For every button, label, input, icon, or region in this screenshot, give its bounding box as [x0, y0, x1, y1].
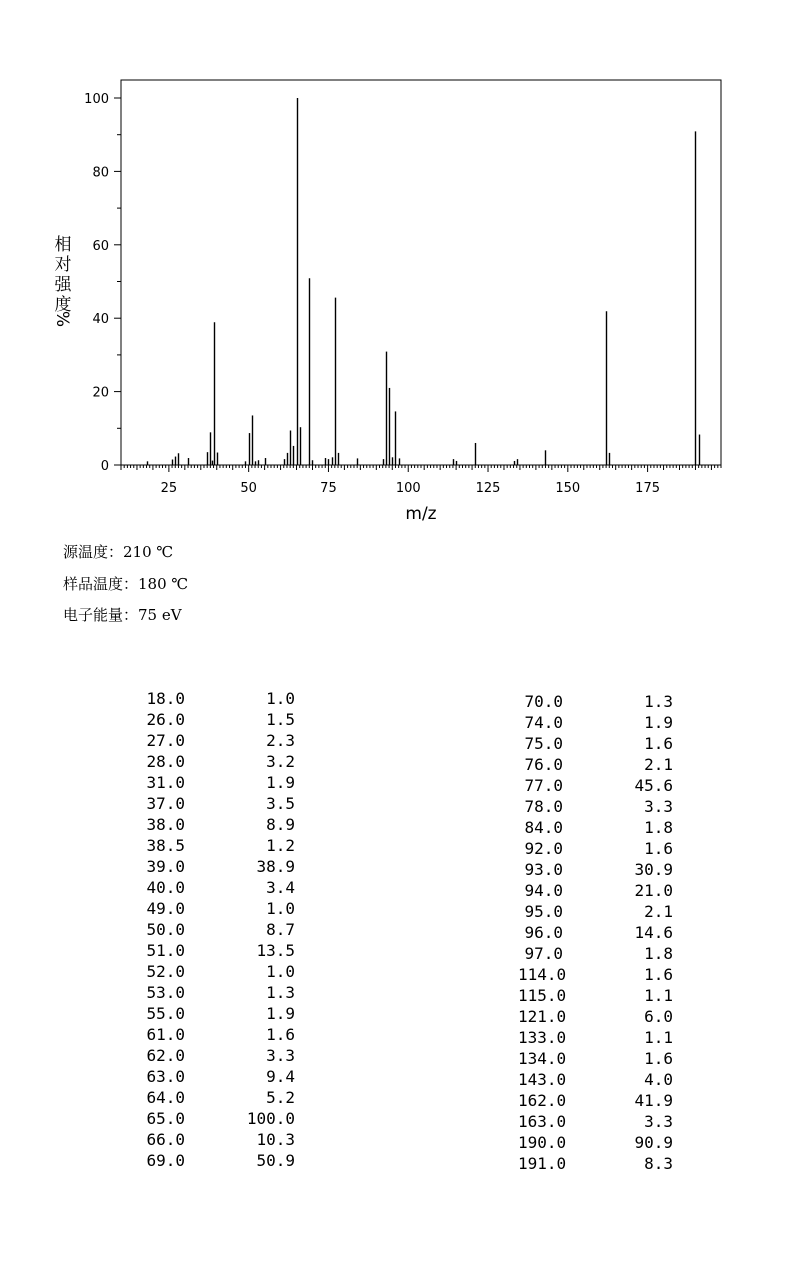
sample-temperature: 样品温度：180 ℃: [63, 575, 189, 593]
peak-mz: 162.0: [518, 1091, 567, 1110]
peak-abundance: 1.9: [266, 1004, 295, 1023]
peak-mz: 62.0: [146, 1046, 185, 1065]
peak-abundance: 1.3: [266, 983, 295, 1002]
peak-abundance: 8.9: [266, 815, 295, 834]
peak-table-row: [0, 1091, 794, 1112]
x-tick-label: 25: [160, 481, 178, 496]
y-tick-label: 100: [84, 92, 109, 107]
y-axis-title-char: 相: [54, 235, 72, 255]
peak-abundance: 1.8: [644, 818, 673, 837]
peak-table-row: [0, 692, 794, 713]
peak-table-row: [0, 986, 794, 1007]
peak-mz: 52.0: [146, 962, 185, 981]
peak-abundance: 1.6: [644, 1049, 673, 1068]
peak-mz: 61.0: [146, 1025, 185, 1044]
peak-abundance: 30.9: [634, 860, 673, 879]
y-axis-title: [52, 235, 73, 327]
x-tick-label: 150: [555, 481, 581, 496]
peak-abundance: 1.6: [266, 1025, 295, 1044]
peak-table-row: [0, 776, 794, 797]
spectrum-peaks: [148, 98, 700, 465]
x-tick-label: 125: [475, 481, 501, 496]
peak-abundance: 3.3: [644, 797, 673, 816]
peak-table-row: [0, 923, 794, 944]
peak-table-row: [0, 1049, 794, 1070]
peak-abundance: 2.1: [644, 755, 673, 774]
peak-abundance: 2.3: [266, 731, 295, 750]
peak-mz: 78.0: [524, 797, 563, 816]
peak-mz: 63.0: [146, 1067, 185, 1086]
peak-table-row: [0, 944, 794, 965]
y-tick-label: 20: [92, 385, 109, 401]
peak-abundance: 1.6: [644, 839, 673, 858]
peak-table-row: [0, 902, 794, 923]
axis-ticks: [114, 98, 721, 472]
y-axis-unit: %: [52, 310, 72, 328]
peak-mz: 74.0: [524, 713, 563, 732]
x-tick-label: 175: [635, 481, 661, 496]
peak-table-row: [0, 860, 794, 881]
y-axis-title-char: 度: [54, 295, 72, 315]
peak-abundance: 1.0: [266, 689, 295, 708]
peak-abundance: 10.3: [256, 1130, 295, 1149]
peak-abundance: 1.8: [644, 944, 673, 963]
peak-mz: 134.0: [518, 1049, 567, 1068]
peak-abundance: 4.0: [644, 1070, 673, 1089]
peak-mz: 96.0: [524, 923, 563, 942]
peak-mz: 38.5: [146, 836, 185, 855]
peak-mz: 70.0: [524, 692, 563, 711]
peak-abundance: 3.4: [266, 878, 295, 897]
peak-mz: 53.0: [146, 983, 185, 1002]
peak-mz: 51.0: [146, 941, 185, 960]
peak-mz: 64.0: [146, 1088, 185, 1107]
peak-abundance: 50.9: [256, 1151, 295, 1170]
x-axis-title: m/z: [405, 504, 437, 524]
peak-abundance: 1.2: [266, 836, 295, 855]
y-tick-label: 80: [92, 165, 109, 181]
peak-abundance: 1.9: [644, 713, 673, 732]
peak-mz: 49.0: [146, 899, 185, 918]
peak-mz: 69.0: [146, 1151, 185, 1170]
y-tick-label: 60: [92, 238, 109, 254]
peak-abundance: 14.6: [634, 923, 673, 942]
peak-abundance: 8.3: [644, 1154, 673, 1173]
peak-abundance: 1.6: [644, 734, 673, 753]
peak-table-row: [0, 881, 794, 902]
peak-mz: 38.0: [146, 815, 185, 834]
x-tick-label: 50: [240, 481, 257, 496]
peak-table-row: [0, 1070, 794, 1091]
peak-mz: 97.0: [524, 944, 563, 963]
peak-abundance: 3.3: [266, 1046, 295, 1065]
peak-abundance: 1.5: [266, 710, 295, 729]
peak-mz: 66.0: [146, 1130, 185, 1149]
peak-mz: 37.0: [146, 794, 185, 813]
peak-mz: 65.0: [146, 1109, 185, 1128]
peak-mz: 84.0: [524, 818, 563, 837]
y-tick-label: 0: [100, 459, 109, 474]
peak-mz: 115.0: [518, 986, 567, 1005]
peak-abundance: 5.2: [266, 1088, 295, 1107]
peak-table-row: [0, 713, 794, 734]
peak-mz: 114.0: [518, 965, 567, 984]
source-temperature: 源温度：210 ℃: [63, 543, 174, 561]
x-tick-label: 100: [395, 481, 421, 496]
peak-mz: 28.0: [146, 752, 185, 771]
peak-mz: 143.0: [518, 1070, 567, 1089]
peak-table-row: [0, 797, 794, 818]
peak-table-row: [0, 965, 794, 986]
peak-abundance: 1.9: [266, 773, 295, 792]
peak-mz: 31.0: [146, 773, 185, 792]
peak-mz: 77.0: [524, 776, 563, 795]
peak-abundance: 1.1: [644, 1028, 673, 1047]
peak-abundance: 1.1: [644, 986, 673, 1005]
peak-mz: 26.0: [146, 710, 185, 729]
y-axis-title-char: 对: [54, 255, 72, 275]
peak-mz: 94.0: [524, 881, 563, 900]
peak-mz: 27.0: [146, 731, 185, 750]
peak-abundance: 1.0: [266, 962, 295, 981]
peak-abundance: 38.9: [256, 857, 295, 876]
peak-mz: 95.0: [524, 902, 563, 921]
x-tick-label: 75: [320, 481, 337, 496]
peak-abundance: 1.0: [266, 899, 295, 918]
peak-table-row: [0, 1112, 794, 1133]
peak-mz: 93.0: [524, 860, 563, 879]
peak-abundance: 8.7: [266, 920, 295, 939]
peak-mz: 55.0: [146, 1004, 185, 1023]
peak-abundance: 100.0: [246, 1109, 295, 1128]
peak-table-row: [0, 1007, 794, 1028]
peak-mz: 18.0: [146, 689, 185, 708]
peak-abundance: 3.3: [644, 1112, 673, 1131]
peak-abundance: 41.9: [634, 1091, 673, 1110]
peak-table-row: [0, 1133, 794, 1154]
peak-mz: 76.0: [524, 755, 563, 774]
peak-mz: 121.0: [518, 1007, 567, 1026]
peak-abundance: 1.6: [644, 965, 673, 984]
plot-frame: [121, 80, 721, 465]
peak-mz: 190.0: [518, 1133, 567, 1152]
peak-mz: 50.0: [146, 920, 185, 939]
axis-tick-labels: [84, 92, 660, 496]
peak-mz: 40.0: [146, 878, 185, 897]
peak-abundance: 21.0: [634, 881, 673, 900]
peak-mz: 133.0: [518, 1028, 567, 1047]
peak-mz: 39.0: [146, 857, 185, 876]
peak-mz: 191.0: [518, 1154, 567, 1173]
peak-abundance: 6.0: [644, 1007, 673, 1026]
peak-mz: 92.0: [524, 839, 563, 858]
peak-table-row: [0, 1154, 794, 1175]
peak-abundance: 13.5: [256, 941, 295, 960]
electron-energy: 电子能量：75 eV: [63, 606, 182, 624]
y-tick-label: 40: [92, 312, 109, 328]
peak-table-row: [0, 734, 794, 755]
peak-table-row: [0, 839, 794, 860]
peak-abundance: 90.9: [634, 1133, 673, 1152]
peak-abundance: 3.5: [266, 794, 295, 813]
peak-mz: 75.0: [524, 734, 563, 753]
peak-table-row: [0, 818, 794, 839]
peak-table-row: [0, 1028, 794, 1049]
peak-abundance: 3.2: [266, 752, 295, 771]
peak-abundance: 45.6: [634, 776, 673, 795]
peak-abundance: 2.1: [644, 902, 673, 921]
peak-abundance: 9.4: [266, 1067, 295, 1086]
peak-abundance: 1.3: [644, 692, 673, 711]
y-axis-title-char: 强: [54, 275, 72, 295]
peak-table-row: [0, 755, 794, 776]
peak-mz: 163.0: [518, 1112, 567, 1131]
mass-spectrum-chart: [0, 0, 794, 530]
